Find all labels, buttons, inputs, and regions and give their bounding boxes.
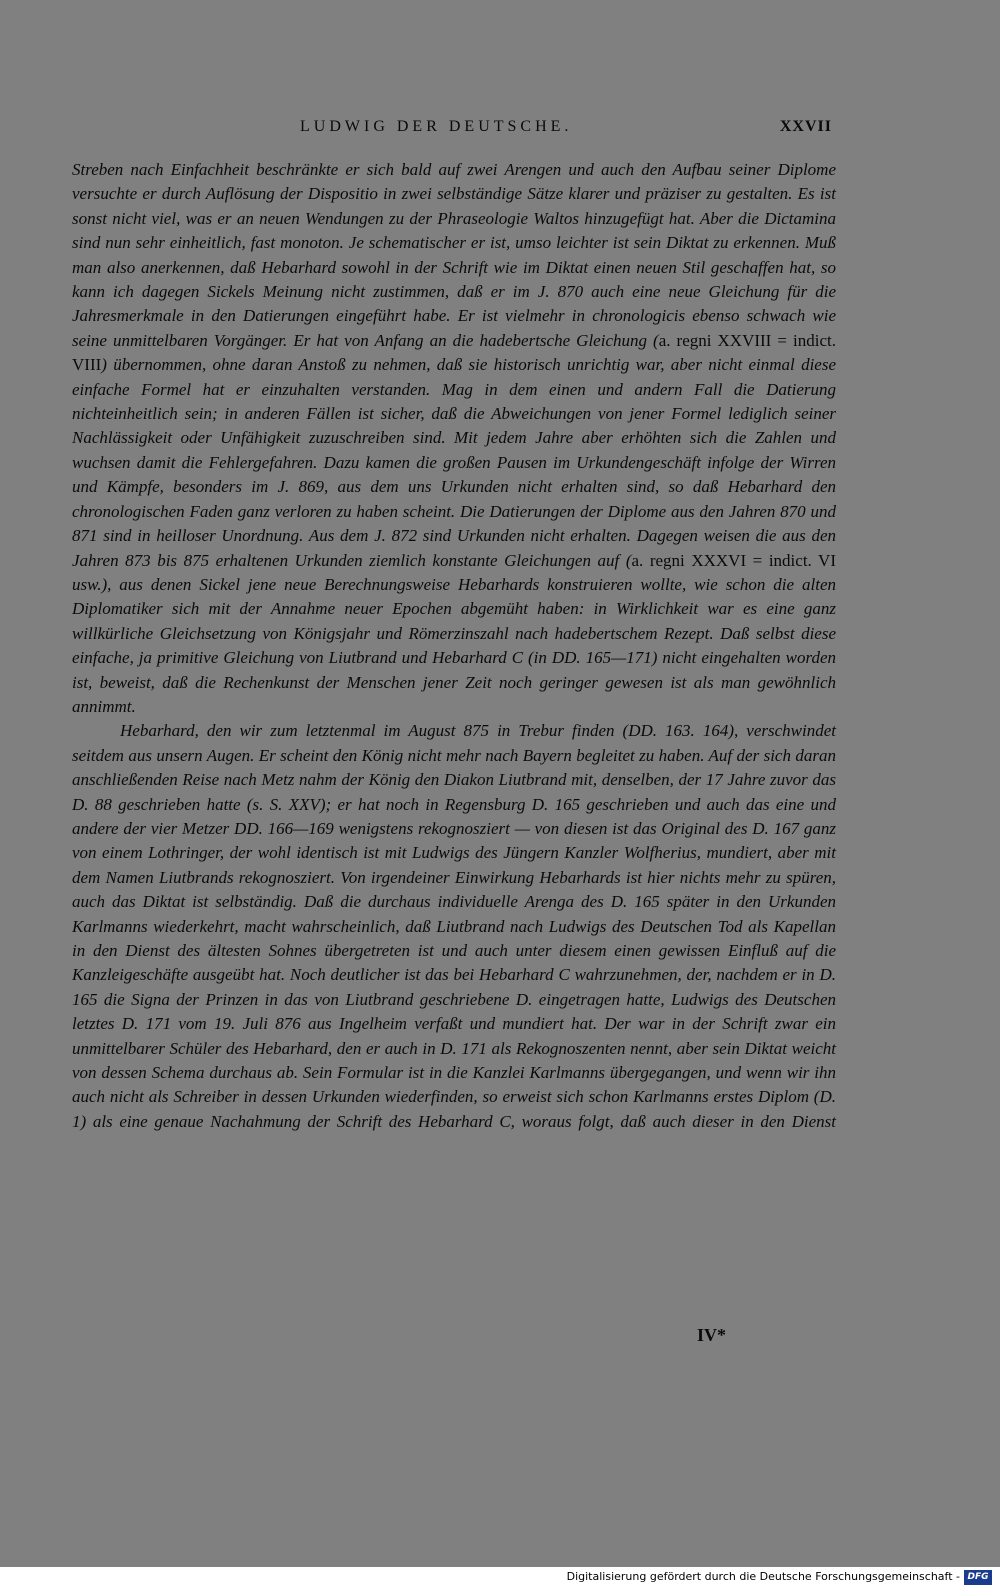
paragraph-2 <box>72 719 836 1134</box>
paragraph-1 <box>72 158 836 719</box>
running-title: LUDWIG DER DEUTSCHE. <box>300 118 573 135</box>
footer-bar <box>0 1567 1000 1589</box>
paragraph-text: usw.), aus denen Sickel jene neue Berechnungsweise Hebarhards konstruieren wollte, wie schon die alten Diplomatiker sich mit der Annahme neuer Epochen abgemüht haben: in Wirklichkeit war es eine ganz willkürliche Gleichsetzung von Königsjahr und Römerzinszahl nach hadebertschem Rezept. Daß selbst diese einfache, ja primitive Gleichung von Liutbrand und Hebarhard C (in DD. 165—171) nicht eingehalten worden ist, beweist, daß die Rechenkunst der Menschen jener Zeit noch geringer gewesen ist als man gewöhnlich annimmt. <box>72 574 836 716</box>
page-number: XXVII <box>779 118 832 135</box>
running-header <box>300 118 832 140</box>
funding-credit: Digitalisierung gefördert durch die Deutsche Forschungsgemeinschaft - <box>566 1570 960 1583</box>
signature-mark: IV* <box>697 1325 727 1345</box>
formula-text: a. regni XXXVI = indict. VI <box>631 550 836 570</box>
body-text <box>72 158 836 1134</box>
paragraph-text: Streben nach Einfachheit beschränkte er sich bald auf zwei Arengen und auch den Aufbau seiner Diplome versuchte er durch Auflösung der Dispositio in zwei selbständige Sätze klarer und präziser zu gestalten. Es ist sonst nicht viel, was er an neuen Wendungen zu der Phraseologie Waltos hinzugefügt hat. Aber die Dictamina sind nun sehr einheitlich, fast monoton. Je schematischer er ist, umso leichter ist sein Diktat zu erkennen. Muß man also anerkennen, daß Hebarhard sowohl in der Schrift wie im Diktat einen neuen Stil geschaffen hat, so kann ich dagegen Sickels Meinung nicht zustimmen, daß er im J. 870 auch eine neue Gleichung für die Jahresmerkmale in den Datierungen eingeführt habe. Er ist vielmehr in chronologicis ebenso schwach wie seine unmittelbaren Vorgänger. Er hat von Anfang an die hadebertsche Gleichung ( <box>72 160 836 350</box>
paragraph-text: ) übernommen, ohne daran Anstoß zu nehmen, daß sie historisch unrichtig war, aber nicht einmal diese einfache Formel hat er einzuhalten verstanden. Mag in dem einen und andern Fall die Datierung nichteinheitlich sein; in anderen Fällen ist sicher, daß die Abweichungen von jener Formel lediglich seiner Nachlässigkeit oder Unfähigkeit zuzuschreiben sind. Mit jedem Jahre aber erhöhten sich die Zahlen und wuchsen damit die Fehlergefahren. Dazu kamen die großen Pausen im Urkundengeschäft infolge der Wirren und Kämpfe, besonders im J. 869, aus dem uns Urkunden nicht erhalten sind, so daß Hebarhard den chronologischen Faden ganz verloren zu haben scheint. Die Datierungen der Diplome aus den Jahren 870 und 871 sind in heilloser Unordnung. Aus dem J. 872 sind Urkunden nicht erhalten. Dagegen weisen die aus den Jahren 873 bis 875 erhaltenen Urkunden ziemlich konstante Gleichungen auf ( <box>72 355 836 570</box>
formula-text: a. regni XXVIII = indict. VIII <box>72 330 836 375</box>
dfg-logo: DFG <box>964 1570 992 1585</box>
paragraph-text: Hebarhard, den wir zum letztenmal im August 875 in Trebur finden (DD. 163. 164), verschwindet seitdem aus unsern Augen. Er scheint den König nicht mehr nach Bayern begleitet zu haben. Auf der sich daran anschließenden Reise nach Metz nahm der König den Diakon Liutbrand mit, denselben, der 17 Jahre zuvor das D. 88 geschrieben hatte (s. S. XXV); er hat noch in Regensburg D. 165 geschrieben und auch das eine und andere der vier Metzer DD. 166—169 wenigstens rekognosziert — von diesen ist das Original des D. 167 ganz von einem Lothringer, der wohl identisch ist mit Ludwigs des Jüngern Kanzler Wolfherius, mundiert, aber mit dem Namen Liutbrands rekognosziert. Von irgendeiner Einwirkung Hebarhards ist hier nichts mehr zu spüren, auch das Diktat ist selbständig. Daß die durchaus individuelle Arenga des D. 165 später in den Urkunden Karlmanns wiederkehrt, macht wahrscheinlich, daß Liutbrand nach Ludwigs des Deutschen Tod als Kapellan in den Dienst des ältesten Sohnes übergetreten ist und auch unter diesem einen gewissen Einfluß auf die Kanzleigeschäfte ausgeübt hat. Noch deutlicher ist das bei Hebarhard C wahrzunehmen, der, nachdem er in D. 165 die Signa der Prinzen in das von Liutbrand geschriebene D. eingetragen hatte, Ludwigs des Deutschen letztes D. 171 vom 19. Juli 876 aus Ingelheim verfaßt und mundiert hat. Der war in der Schrift zwar ein unmittelbarer Schüler des Hebarhard, den er auch in D. 171 als Rekognoszenten nennt, aber sein Diktat weicht von dessen Schema durchaus ab. Sein Formular ist in die Kanzlei Karlmanns übergegangen, und wenn wir ihn auch nicht als Schreiber in dessen Urkunden wiederfinden, so erweist sich schon Karlmanns erstes Diplom (D. 1) als eine genaue Nachahmung der Schrift des Hebarhard C, woraus folgt, daß auch dieser in den Dienst <box>72 721 836 1131</box>
